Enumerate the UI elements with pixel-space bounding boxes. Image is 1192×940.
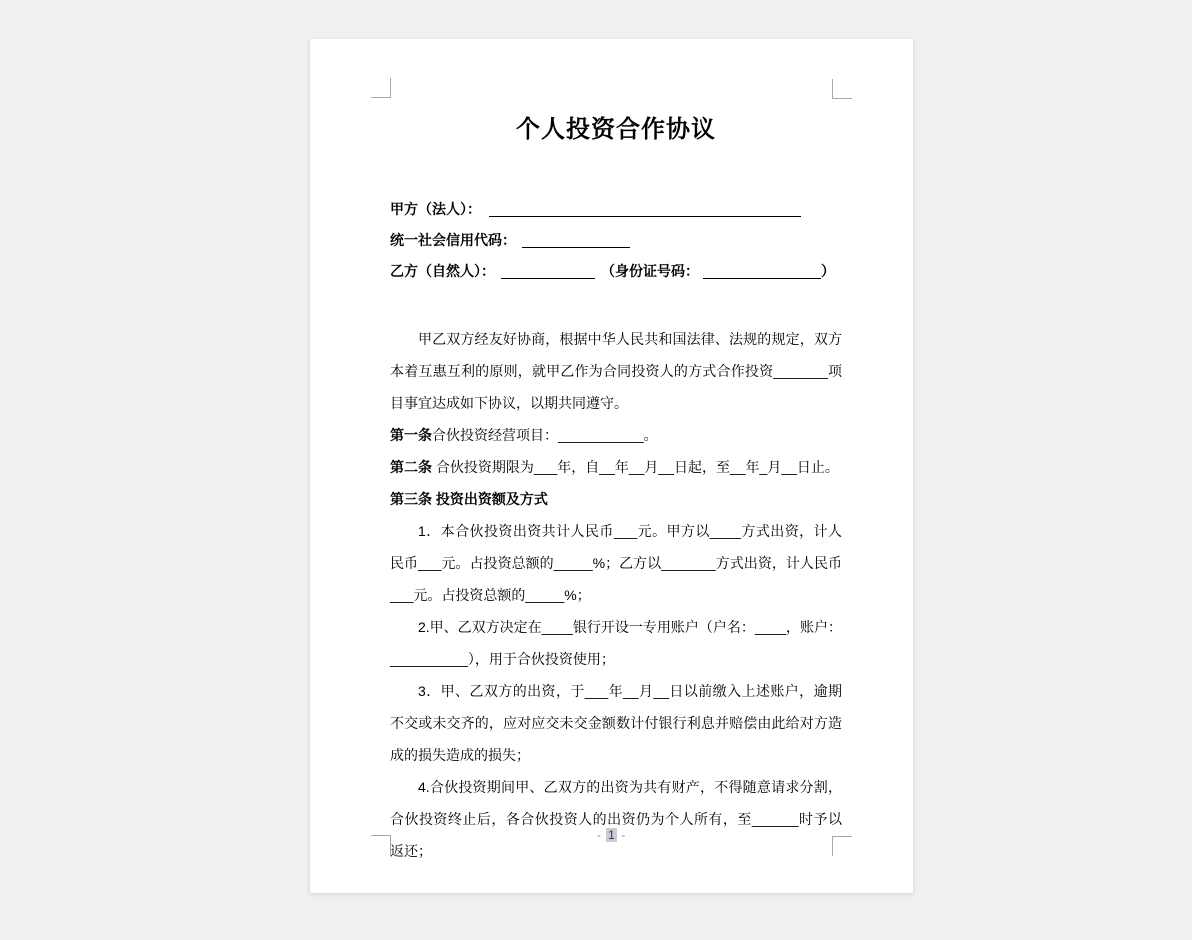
document-content <box>390 39 842 867</box>
blank-underline <box>501 264 595 279</box>
clause-3-item-2: 2.甲、乙双方决定在____银行开设一专用账户（户名：____，账户：__________），用于合伙投资使用； <box>390 619 842 667</box>
clause-3-heading: 第三条 投资出资额及方式 <box>390 491 548 507</box>
clause-1: 第一条合伙投资经营项目：___________。 <box>390 427 658 443</box>
clause-3-item-3: 3．甲、乙双方的出资，于___年__月__日以前缴入上述账户，逾期不交或未交齐的，应对应交未交金额数计付银行利息并赔偿由此给对方造成的损失造成的损失； <box>390 683 842 763</box>
clause-3-item-4: 4.合伙投资期间甲、乙双方的出资为共有财产，不得随意请求分割，合伙投资终止后，各合伙投资人的出资仍为个人所有，至______时予以返还； <box>390 779 842 859</box>
footer-dash-right: - <box>621 828 627 842</box>
blank-underline <box>522 233 630 248</box>
field-party-a-label: 甲方（法人）： <box>390 201 481 217</box>
document-title: 个人投资合作协议 <box>516 116 716 143</box>
field-party-b-label: 乙方（自然人）： <box>390 263 495 279</box>
intro-paragraph: 甲乙双方经友好协商，根据中华人民共和国法律、法规的规定，双方本着互惠互利的原则，就甲乙作为合同投资人的方式合作投资_______项目事宜达成如下协议，以期共同遵守。 <box>390 331 842 411</box>
field-id-number-label: （身份证号码： <box>601 263 699 279</box>
footer-dash-left: - <box>596 828 602 842</box>
contract-body <box>390 323 842 867</box>
margin-crop-mark-top-left <box>371 78 391 98</box>
page-number-field: 1 <box>608 828 615 842</box>
clause-2: 第二条 合伙投资期限为___年，自__年__月__日起，至__年_月__日止。 <box>390 459 839 475</box>
field-party-b <box>390 256 842 287</box>
blank-underline <box>489 202 801 217</box>
blank-underline <box>703 264 821 279</box>
field-party-a <box>390 194 842 225</box>
field-credit-code <box>390 225 842 256</box>
field-party-b-suffix: ） <box>821 263 835 279</box>
document-page[interactable] <box>310 39 913 893</box>
page-footer <box>310 827 913 843</box>
field-credit-code-label: 统一社会信用代码： <box>390 232 516 248</box>
party-fields <box>390 194 842 287</box>
clause-3-item-1: 1．本合伙投资出资共计人民币___元。甲方以____方式出资，计人民币___元。占投资总额的_____%；乙方以_______方式出资，计人民币___元。占投资总额的_____%； <box>390 523 842 603</box>
